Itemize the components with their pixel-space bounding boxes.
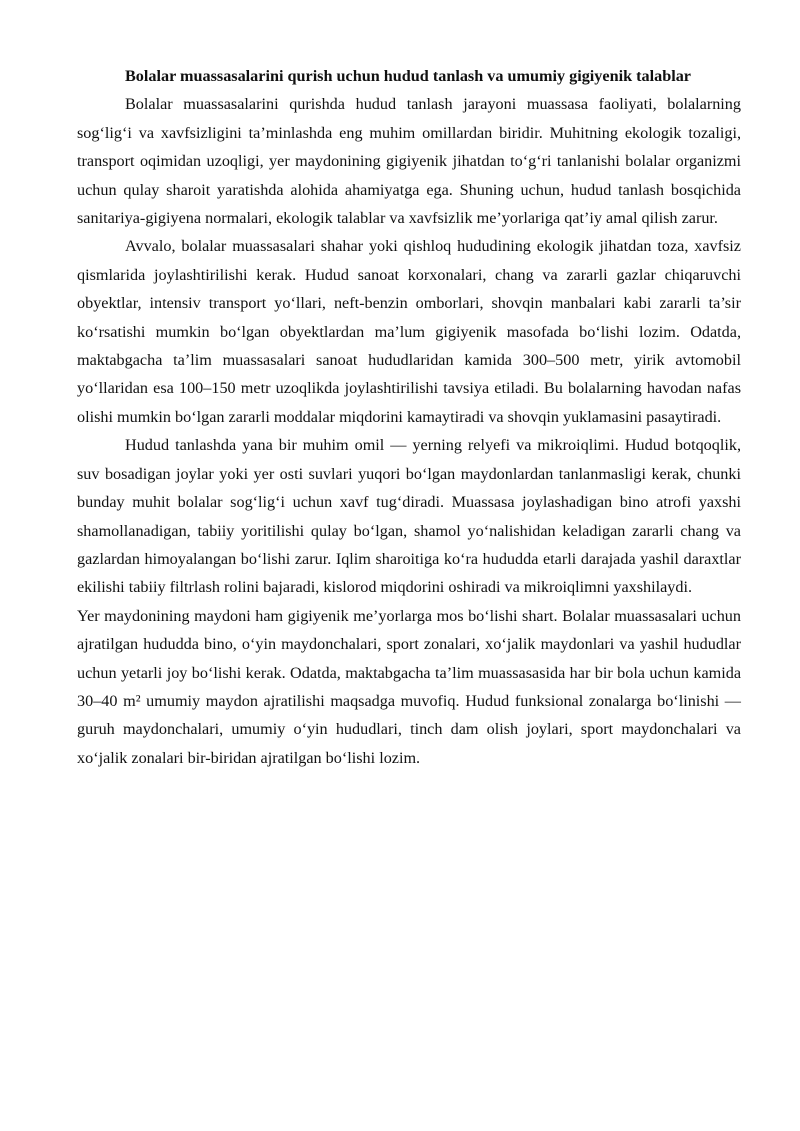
paragraph-1: Bolalar muassasalarini qurishda hudud tanlash jarayoni muassasa faoliyati, bolalarning sog‘lig‘i va xavfsizligini ta’minlashda eng muhim omillardan biridir. Muhitning ekologik tozaligi, transport oqimidan uzoqligi, yer maydonining gigiyenik jihatdan to‘g‘ri tanlanishi bolalar organizmi uchun qulay sharoit yaratishda alohida ahamiyatga ega. Shuning uchun, hudud tanlash bosqichida sanitariya-gigiyena normalari, ekologik talablar va xavfsizlik me’yorlariga qat’iy amal qilish zarur.	[77, 95, 741, 228]
document-heading: Bolalar muassasalarini qurish uchun hudud tanlash va umumiy gigiyenik talablar	[125, 67, 691, 85]
paragraph-4: Yer maydonining maydoni ham gigiyenik me’yorlarga mos bo‘lishi shart. Bolalar muassasalari uchun ajratilgan hududda bino, o‘yin maydonchalari, sport zonalari, xo‘jalik maydonlari va yashil hududlar uchun yetarli joy bo‘lishi kerak. Odatda, maktabgacha ta’lim muassasasida har bir bola uchun kamida 30–40 m² umumiy maydon ajratilishi maqsadga muvofiq. Hudud funksional zonalarga bo‘linishi — guruh maydonchalari, umumiy o‘yin hududlari, tinch dam olish joylari, sport maydonchalari va xo‘jalik zonalari bir-biridan ajratilgan bo‘lishi lozim.	[77, 606, 741, 767]
document-page	[77, 62, 741, 772]
paragraph-2: Avvalo, bolalar muassasalari shahar yoki qishloq hududining ekologik jihatdan toza, xavfsiz qismlarida joylashtirilishi kerak. Hudud sanoat korxonalari, chang va zararli gazlar chiqaruvchi obyektlar, intensiv transport yo‘llari, neft-benzin omborlari, shovqin manbalari kabi zararli ta’sir ko‘rsatishi mumkin bo‘lgan obyektlardan ma’lum gigiyenik masofada bo‘lishi lozim. Odatda, maktabgacha ta’lim muassasalari sanoat hududlaridan kamida 300–500 metr, yirik avtomobil yo‘llaridan esa 100–150 metr uzoqlikda joylashtirilishi tavsiya etiladi. Bu bolalarning havodan nafas olishi mumkin bo‘lgan zararli moddalar miqdorini kamaytiradi va shovqin yuklamasini pasaytiradi.	[77, 237, 741, 426]
paragraph-3: Hudud tanlashda yana bir muhim omil — yerning relyefi va mikroiqlimi. Hudud botqoqlik, suv bosadigan joylar yoki yer osti suvlari yuqori bo‘lgan maydonlardan tanlanmasligi kerak, chunki bunday muhit bolalar sog‘lig‘i uchun xavf tug‘diradi. Muassasa joylashadigan bino atrofi yaxshi shamollanadigan, tabiiy yoritilishi qulay bo‘lgan, shamol yo‘nalishidan keladigan zararli chang va gazlardan himoyalangan bo‘lishi zarur. Iqlim sharoitiga ko‘ra hududda etarli darajada yashil daraxtlar ekilishi tabiiy filtrlash rolini bajaradi, kislorod miqdorini oshiradi va mikroiqlimni yaxshilaydi.	[77, 436, 741, 597]
